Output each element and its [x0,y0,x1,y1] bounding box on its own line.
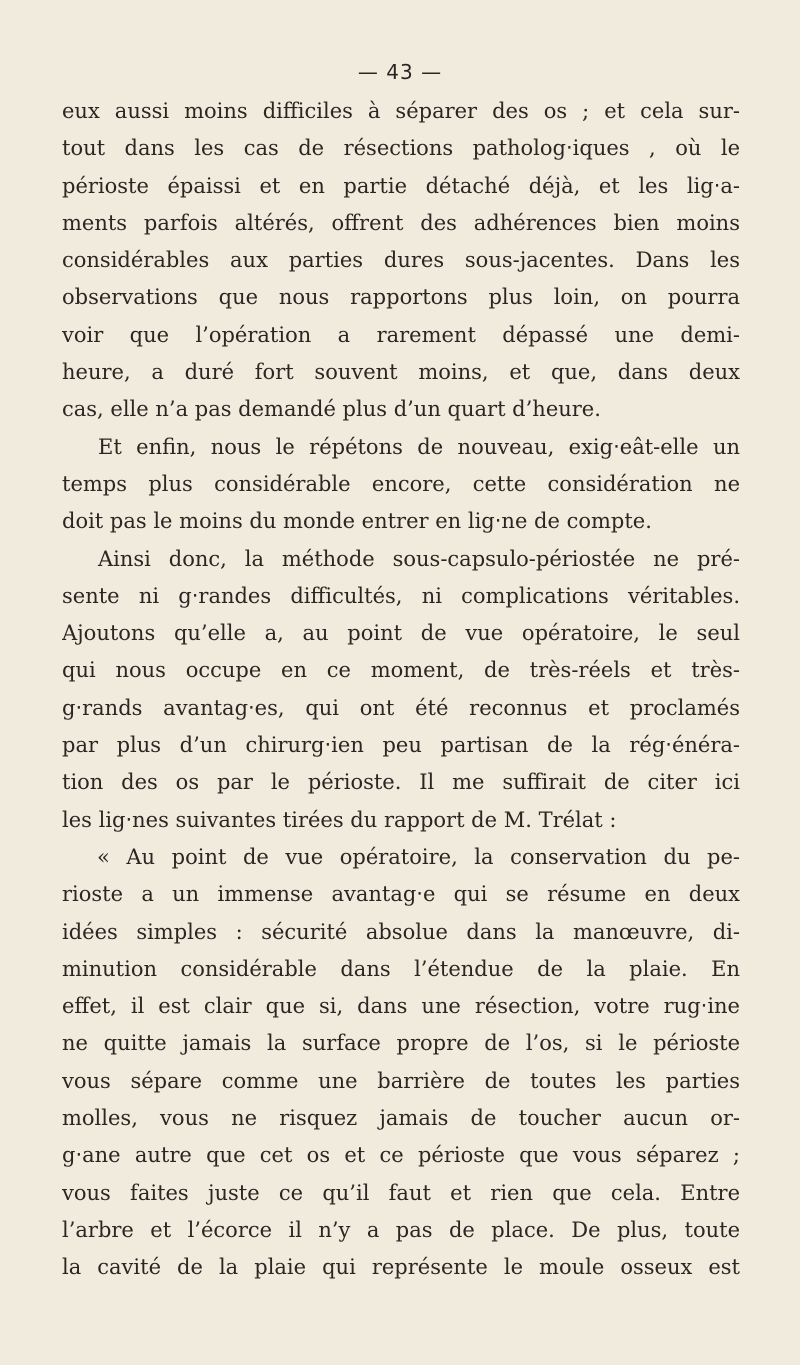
text-line: heure, a duré fort souvent moins, et que, dans deux [62,360,740,385]
text-line: « Au point de vue opératoire, la conservation du pe- [97,844,740,869]
text-line: Ainsi donc, la méthode sous-capsulo-périostée ne pré- [98,546,740,571]
text-line: molles, vous ne risquez jamais de toucher aucun or- [62,1106,740,1131]
text-line: ments parfois altérés, offrent des adhérences bien moins [62,210,740,235]
text-line: observations que nous rapportons plus loin, on pourra [62,285,740,310]
text-line: périoste épaissi et en partie détaché déjà, et les lig‧a- [62,173,740,198]
body-text [62,93,740,1287]
text-line: effet, il est clair que si, dans une résection, votre rug‧ine [62,994,740,1019]
text-line: la cavité de la plaie qui représente le moule osseux est [62,1255,740,1280]
text-line: les lig‧nes suivantes tirées du rapport de M. Trélat : [62,807,617,832]
text-line: voir que l’opération a rarement dépassé une demi- [62,322,740,347]
text-line: sente ni g‧randes difficultés, ni complications véritables. [62,583,740,608]
text-line: rioste a un immense avantag‧e qui se résume en deux [62,882,740,907]
text-line: g‧rands avantag‧es, qui ont été reconnus et proclamés [62,695,740,720]
text-line: idées simples : sécurité absolue dans la manœuvre, di- [62,919,740,944]
text-line: cas, elle n’a pas demandé plus d’un quart d’heure. [62,397,601,422]
text-line: l’arbre et l’écorce il n’y a pas de place. De plus, toute [62,1217,740,1242]
text-line: minution considérable dans l’étendue de la plaie. En [62,956,740,981]
text-line: ne quitte jamais la surface propre de l’os, si le périoste [62,1031,740,1056]
text-line: doit pas le moins du monde entrer en lig‧ne de compte. [62,509,652,534]
text-line: vous faites juste ce qu’il faut et rien que cela. Entre [62,1180,740,1205]
text-line: qui nous occupe en ce moment, de très-réels et très- [62,658,740,683]
page-number: — 43 — [357,60,443,84]
text-line: Ajoutons qu’elle a, au point de vue opératoire, le seul [62,621,740,646]
text-line: vous sépare comme une barrière de toutes les parties [62,1068,740,1093]
text-line: par plus d’un chirurg‧ien peu partisan de la rég‧énéra- [62,733,740,758]
text-line: g‧ane autre que cet os et ce périoste que vous séparez ; [62,1143,740,1168]
text-line: temps plus considérable encore, cette considération ne [62,471,740,496]
text-line: considérables aux parties dures sous-jacentes. Dans les [62,248,740,273]
text-line: tout dans les cas de résections patholog‧iques , où le [62,136,740,161]
text-line: eux aussi moins difficiles à séparer des os ; et cela sur- [62,99,740,123]
text-line: Et enfin, nous le répétons de nouveau, exig‧eât-elle un [98,434,740,459]
text-line: tion des os par le périoste. Il me suffirait de citer ici [62,770,740,795]
